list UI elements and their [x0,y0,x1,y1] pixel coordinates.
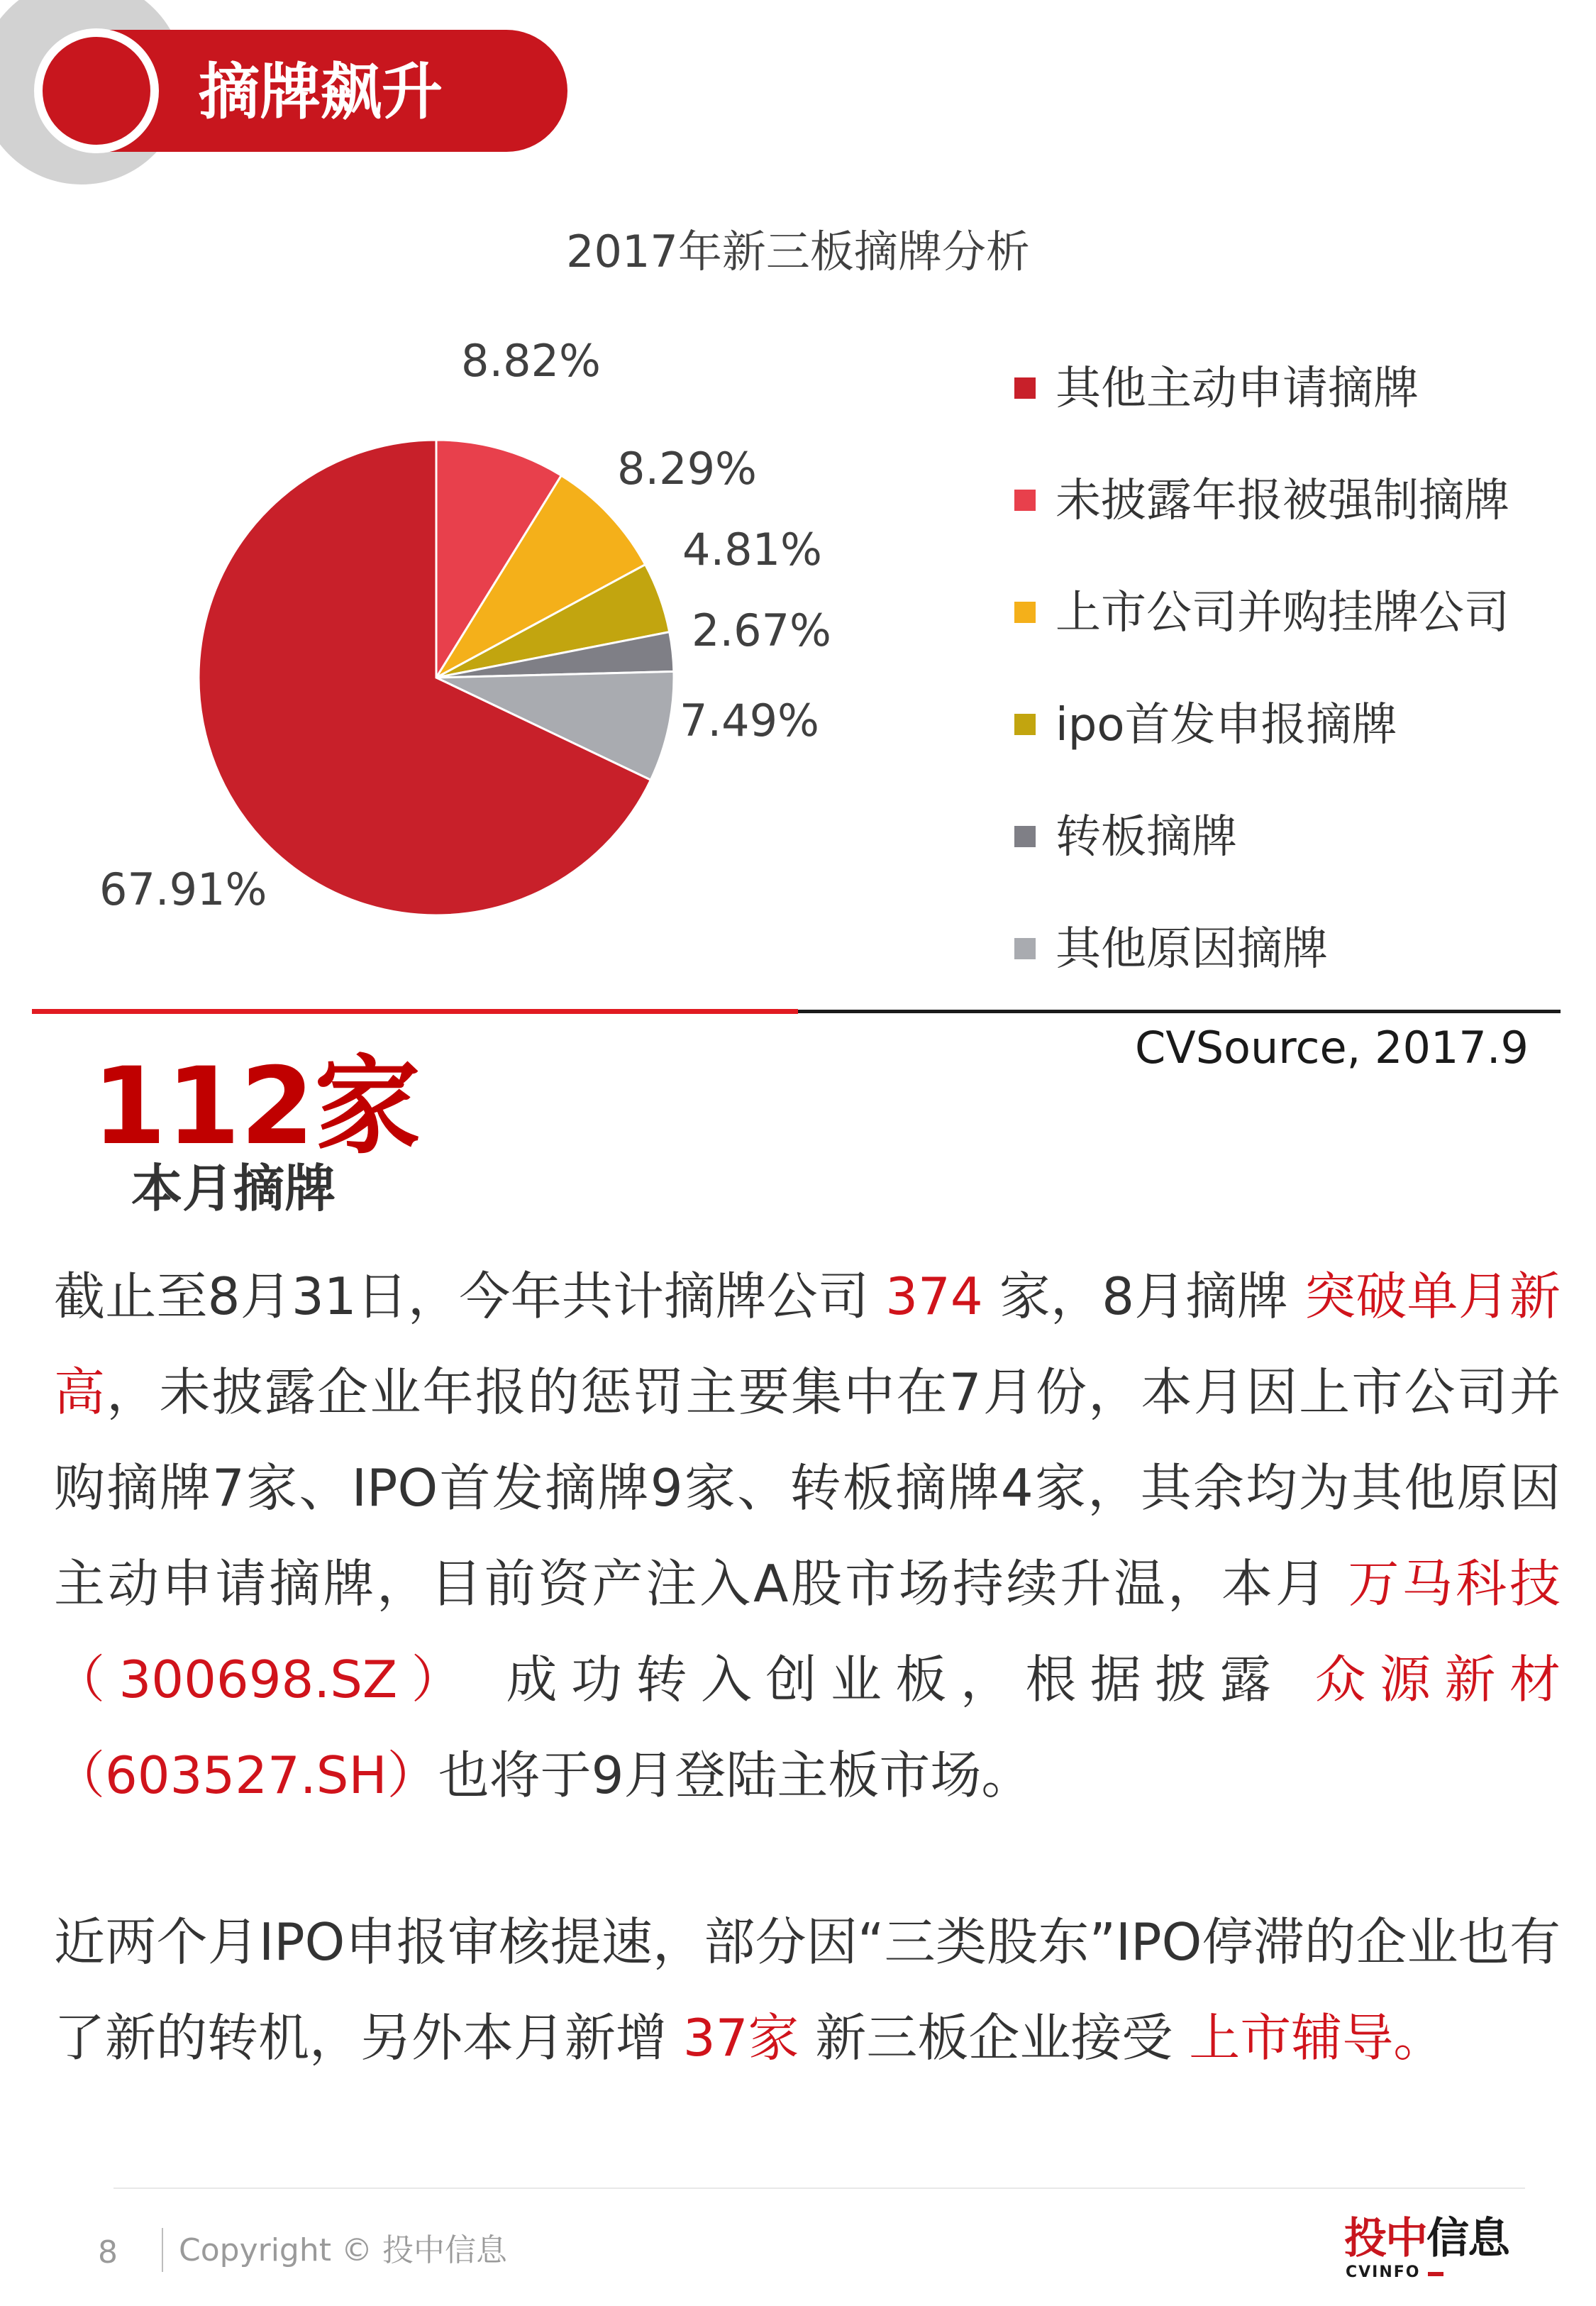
legend-swatch [1014,377,1036,399]
legend-label: 上市公司并购挂牌公司 [1055,587,1509,639]
pie-data-label: 67.91% [99,864,267,915]
pie-data-label: 8.82% [461,335,601,387]
legend-swatch [1014,602,1036,623]
chart-source: CVSource, 2017.9 [1134,1022,1529,1074]
footer-divider [113,2188,1525,2189]
section-title: 摘牌飙升 [199,57,443,128]
legend-label: 其他主动申请摘牌 [1055,363,1419,415]
text: 新三板企业接受 [799,2008,1190,2068]
highlight: 万马科技（300698.SZ） [54,1554,1561,1709]
cvinfo-logo [1344,2214,1529,2285]
copyright: Copyright © 投中信息 [179,2232,507,2268]
text: 也将于9月登陆主板市场。 [438,1745,1033,1805]
legend-label: 转板摘牌 [1055,811,1237,864]
legend-swatch [1014,490,1036,511]
highlight: 374 [885,1267,983,1326]
page-number: 8 [98,2234,118,2271]
logo-text: 投中信息 [1344,2214,1509,2263]
divider-black [798,1010,1561,1013]
pie-chart [0,312,922,951]
highlight: 上市辅导。 [1189,2008,1445,2068]
text: 成功转入创业板，根据披露 [476,1650,1315,1709]
legend-swatch [1014,938,1036,959]
chart-title: 2017年新三板摘牌分析 [566,226,1030,277]
highlight: 37家 [682,2008,799,2068]
legend-swatch [1014,714,1036,735]
text: 近两个月IPO申报审核提速，部分因“三类股东”IPO停滞的企业也有了新的转机，另外本月新增 [54,1912,1561,2068]
text: 家，8月摘牌 [982,1267,1305,1326]
logo-accent [1428,2272,1443,2276]
paragraph-1 [54,1249,1561,1824]
text: ，未披露企业年报的惩罚主要集中在7月份，本月因上市公司并购摘牌7家、IPO首发摘牌9家、转板摘牌4家，其余均为其他原因主动申请摘牌，目前资产注入A股市场持续升温，本月 [54,1362,1561,1613]
logo-subtext: CVINFO [1346,2263,1421,2281]
footer-separator [162,2228,163,2272]
legend-label: ipo首发申报摘牌 [1055,699,1397,751]
pie-data-label: 8.29% [617,443,757,495]
stat-number: 112家 [92,1045,421,1169]
stat-label: 本月摘牌 [131,1159,336,1218]
legend-swatch [1014,826,1036,847]
pie-data-label: 2.67% [692,605,831,656]
pie-data-label: 7.49% [680,695,819,746]
divider-red [32,1009,798,1014]
header-red-circle [34,28,159,153]
legend-label: 其他原因摘牌 [1055,923,1328,976]
pie-data-label: 4.81% [682,524,822,575]
legend-label: 未披露年报被强制摘牌 [1055,475,1509,527]
highlight: 众源新材（603527.SH） [54,1650,1561,1805]
text: 截止至8月31日，今年共计摘牌公司 [54,1267,886,1326]
paragraph-2 [54,1894,1561,2086]
highlight: 突破单月新高 [54,1267,1561,1422]
